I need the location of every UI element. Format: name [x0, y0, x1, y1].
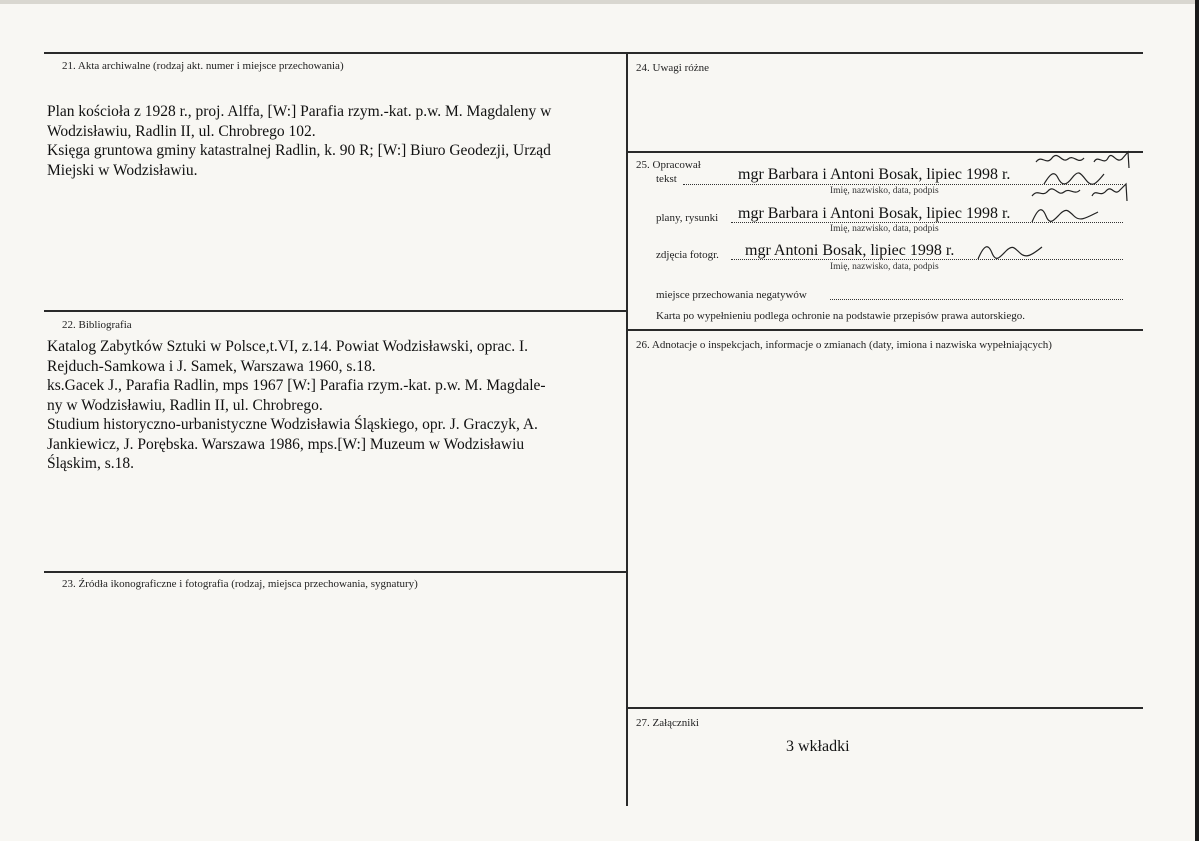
negatywy-dotted-line: [830, 299, 1123, 300]
handwritten-signature: [974, 241, 1046, 261]
handwritten-signature: [1034, 150, 1134, 170]
top-rule: [44, 52, 1143, 54]
field-22-line: Studium historyczno-urbanistyczne Wodzisławia Śląskiego, opr. J. Graczyk, A.: [47, 416, 538, 433]
field-21-line: Wodzisławiu, Radlin II, ul. Chrobrego 102.: [47, 122, 316, 140]
field-22-line: Rejduch-Samkowa i J. Samek, Warszawa 1960, s.18.: [47, 357, 376, 375]
field-22-line: ny w Wodzisławiu, Radlin II, ul. Chrobrego.: [47, 396, 323, 414]
center-divider: [626, 52, 628, 806]
field-22-line: Katalog Zabytków Sztuki w Polsce,t.VI, z.14. Powiat Wodzisławski, oprac. I.: [47, 338, 529, 355]
tekst-caption: Imię, nazwisko, data, podpis: [830, 186, 939, 196]
field-23-label: 23. Źródła ikonograficzne i fotografia (rodzaj, miejsca przechowania, sygnatury): [62, 578, 418, 590]
negatywy-label: miejsce przechowania negatywów: [656, 289, 807, 301]
plany-caption: Imię, nazwisko, data, podpis: [830, 224, 939, 234]
field-27-value: 3 wkładki: [786, 738, 850, 755]
handwritten-signature: [1030, 182, 1130, 202]
field-26-label: 26. Adnotacje o inspekcjach, informacje o zmianach (daty, imiona i nazwiska wypełniających): [636, 339, 1052, 351]
field-21-line: Plan kościoła z 1928 r., proj. Alffa, [W:] Parafia rzym.-kat. p.w. M. Magdaleny w: [47, 103, 552, 120]
rule-25-26: [626, 329, 1143, 331]
paper-right-edge: [1195, 0, 1199, 841]
field-22-line: ks.Gacek J., Parafia Radlin, mps 1967 [W:] Parafia rzym.-kat. p.w. M. Magdale-: [47, 377, 546, 394]
field-22-line: Śląskim, s.18.: [47, 455, 134, 472]
field-21-line: Księga gruntowa gminy katastralnej Radlin, k. 90 R; [W:] Biuro Geodezji, Urząd: [47, 142, 551, 159]
field-21-label: 21. Akta archiwalne (rodzaj akt. numer i miejsce przechowania): [62, 60, 344, 72]
zdjecia-caption: Imię, nazwisko, data, podpis: [830, 262, 939, 272]
rule-22-23: [44, 571, 628, 573]
zdjecia-label: zdjęcia fotogr.: [656, 249, 719, 261]
rule-26-27: [626, 707, 1143, 709]
tekst-label: tekst: [656, 173, 677, 185]
field-24-label: 24. Uwagi różne: [636, 62, 710, 74]
field-25-label: 25. Opracował: [636, 159, 701, 171]
copyright-note: Karta po wypełnieniu podlega ochronie na podstawie przepisów prawa autorskiego.: [656, 310, 1025, 322]
field-21-line: Miejski w Wodzisławiu.: [47, 161, 198, 179]
field-27-label: 27. Załączniki: [636, 717, 699, 729]
paper-top-edge: [0, 0, 1199, 4]
rule-21-22: [44, 310, 628, 312]
plany-value: mgr Barbara i Antoni Bosak, lipiec 1998 r.: [738, 205, 1011, 222]
field-21-text: [47, 102, 551, 180]
zdjecia-value: mgr Antoni Bosak, lipiec 1998 r.: [745, 242, 955, 259]
plany-label: plany, rysunki: [656, 212, 719, 224]
field-22-line: Jankiewicz, J. Porębska. Warszawa 1986, mps.[W:] Muzeum w Wodzisławiu: [47, 435, 525, 453]
field-22-text: [47, 337, 546, 474]
field-22-label: 22. Bibliografia: [62, 319, 132, 331]
tekst-value: mgr Barbara i Antoni Bosak, lipiec 1998 r.: [738, 166, 1011, 183]
handwritten-signature: [1028, 204, 1102, 224]
